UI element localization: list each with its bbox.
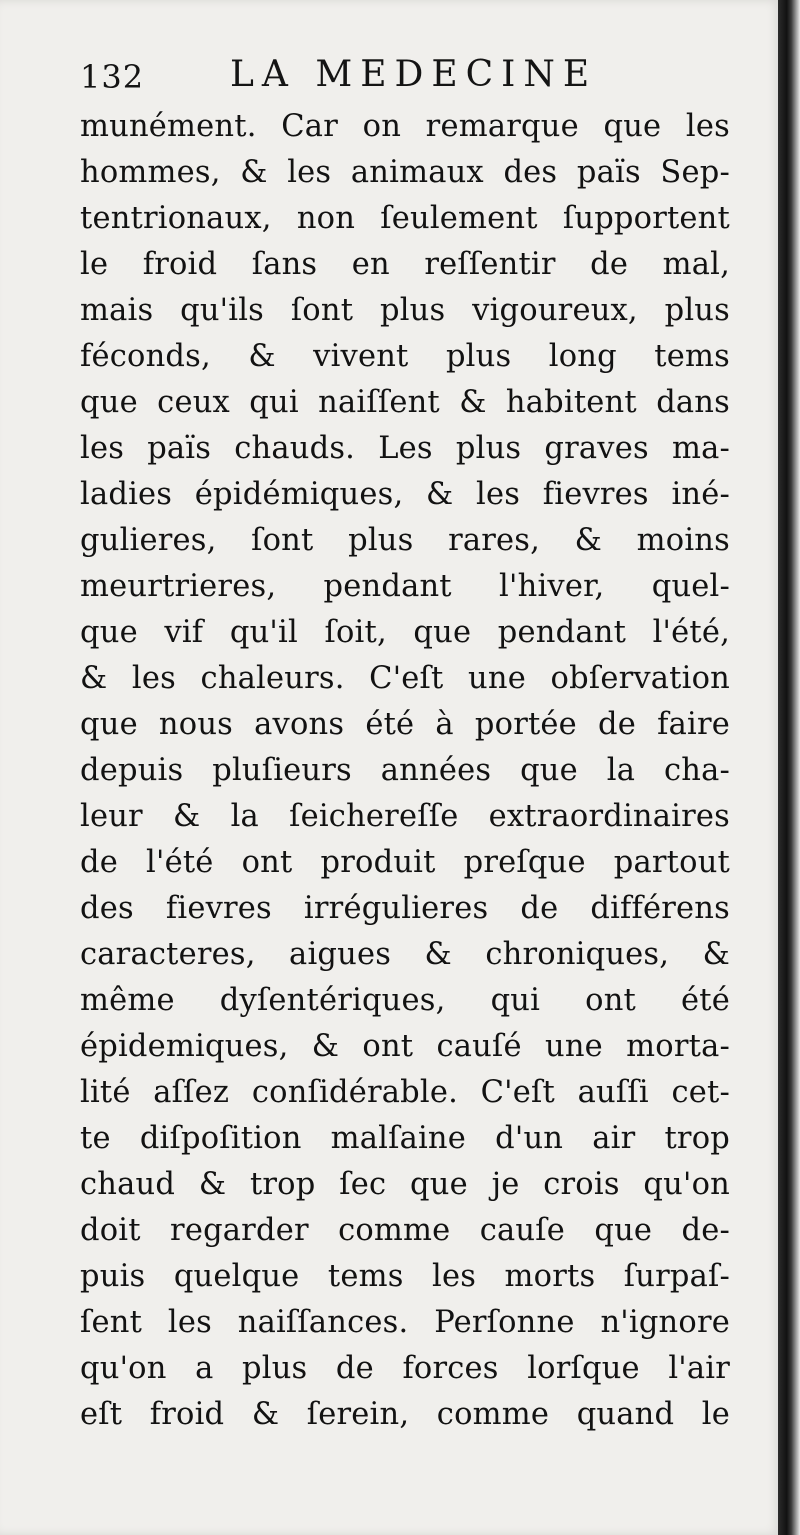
text-line: épidemiques, & ont cauſé une morta- (80, 1029, 730, 1064)
text-line: chaud & trop ſec que je crois qu'on (80, 1167, 730, 1202)
text-line: & les chaleurs. C'eſt une obſervation (80, 661, 730, 696)
text-line: des fievres irrégulieres de différens (80, 891, 730, 926)
text-line: munément. Car on remarque que les (80, 109, 730, 144)
text-line: lité aſſez conſidérable. C'eſt auſſi cet- (80, 1075, 730, 1110)
text-line: puis quelque tems les morts ſurpaſ- (80, 1259, 730, 1294)
page-header (80, 52, 720, 100)
body-text (80, 104, 730, 1438)
text-line: les païs chauds. Les plus graves ma- (80, 431, 730, 466)
text-line: te diſpoſition malſaine d'un air trop (80, 1121, 730, 1156)
text-line: eſt froid & ſerein, comme quand le (80, 1397, 730, 1432)
text-line: meurtrieres, pendant l'hiver, quel- (80, 569, 730, 604)
text-line: hommes, & les animaux des païs Sep- (80, 155, 730, 190)
text-line: que ceux qui naiſſent & habitent dans (80, 385, 730, 420)
text-line: gulieres, ſont plus rares, & moins (80, 523, 730, 558)
running-head: LA MEDECINE (230, 54, 598, 95)
page-number: 132 (80, 58, 145, 96)
text-line: même dyſentériques, qui ont été (80, 983, 730, 1018)
text-line: caracteres, aigues & chroniques, & (80, 937, 730, 972)
text-line: doit regarder comme cauſe que de- (80, 1213, 730, 1248)
page-edge-shadow (778, 0, 800, 1535)
text-line: depuis pluſieurs années que la cha- (80, 753, 730, 788)
text-line: leur & la ſeichereſſe extraordinaires (80, 799, 730, 834)
text-line: que nous avons été à portée de faire (80, 707, 730, 742)
text-line: ladies épidémiques, & les fievres iné- (80, 477, 730, 512)
text-line: ſent les naiſſances. Perſonne n'ignore (80, 1305, 730, 1340)
text-line: de l'été ont produit preſque partout (80, 845, 730, 880)
text-line: tentrionaux, non ſeulement ſupportent (80, 201, 730, 236)
text-line: féconds, & vivent plus long tems (80, 339, 730, 374)
text-line: le froid ſans en reſſentir de mal, (80, 247, 730, 282)
text-line: que vif qu'il ſoit, que pendant l'été, (80, 615, 730, 650)
text-line: mais qu'ils ſont plus vigoureux, plus (80, 293, 730, 328)
text-line: qu'on a plus de forces lorſque l'air (80, 1351, 730, 1386)
